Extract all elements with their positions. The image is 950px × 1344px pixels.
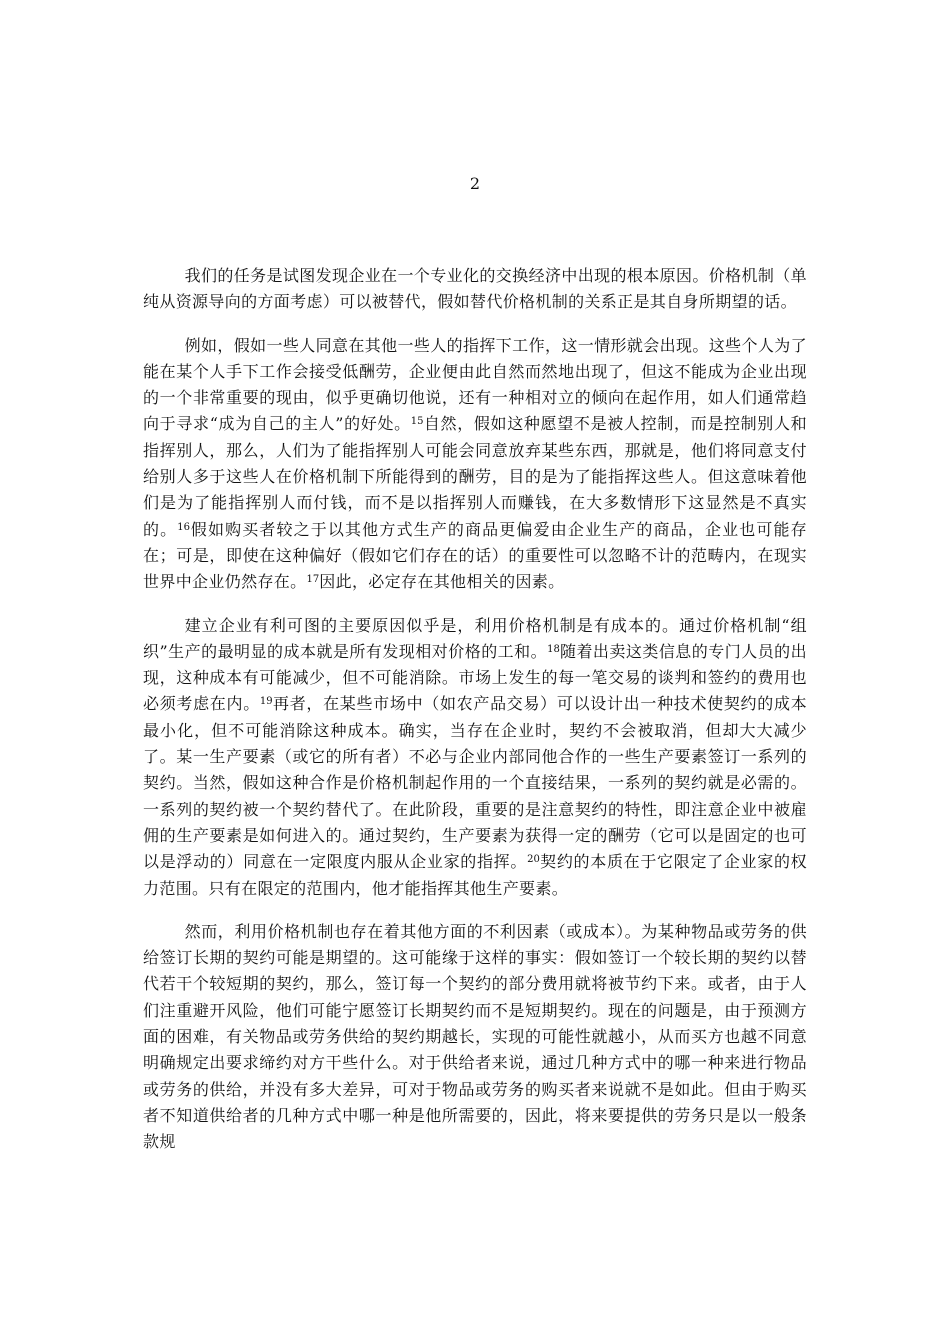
paragraph [143,333,807,596]
footnote-marker: 18 [547,643,560,655]
paragraph-text: 建立企业有利可图的主要原因似乎是，利用价格机制是有成本的。通过价格机制“组织”生产的最明显的成本就是所有发现相对价格的工和。 [143,615,807,661]
paragraph [143,263,807,316]
footnote-marker: 16 [177,521,191,533]
paragraph-text: 然而，利用价格机制也存在着其他方面的不利因素（或成本）。为某种物品或劳务的供给签订长期的契约可能是期望的。这可能缘于这样的事实：假如签订一个较长期的契约以替代若干个较短期的契约，那么，签订每一个契约的部分费用就将被节约下来。或者，由于人们注重避开风险，他们可能宁愿签订长期契约而不是短期契约。现在的问题是，由于预测方面的困难，有关物品或劳务供给的契约期越长，实现的可能性就越小，从而买方也越不同意明确规定出要求缔约对方干些什么。对于供给者来说，通过几种方式中的哪一种来进行物品或劳务的供给，并没有多大差异，可对于物品或劳务的购买者来说就不是如此。但由于购买者不知道供给者的几种方式中哪一种是他所需要的，因此，将来要提供的劳务只是以一般条款规 [143,921,807,1152]
paragraph-text: 假如购买者较之于以其他方式生产的商品更偏爱由企业生产的商品，企业也可能存在；可是，即使在这种偏好（假如它们存在的话）的重要性可以忽略不计的范畴内，在现实世界中企业仍然存在。 [143,519,807,592]
paragraph-text: 契约的本质在于它限定了企业家的权力范围。只有在限定的范围内，他才能指挥其他生产要素。 [143,852,807,898]
footnote-marker: 19 [259,696,273,708]
paragraph [143,613,807,902]
body-text [143,263,807,1156]
footnote-marker: 15 [410,416,424,428]
footnote-marker: 20 [527,854,540,866]
paragraph-text: 例如，假如一些人同意在其他一些人的指挥下工作，这一情形就会出现。这些个人为了能在某个人手下工作会接受低酬劳，企业便由此自然而然地出现了，但这不能成为企业出现的一个非常重要的现由，似乎更确切他说，还有一种相对立的倾向在起作用，如人们通常趋向于寻求“成为自己的主人”的好处。 [143,335,807,434]
paragraph-text: 自然，假如这种愿望不是被人控制，而是控制别人和指挥别人，那么，人们为了能指挥别人可能会同意放弃某些东西，那就是，他们将同意支付给别人多于这些人在价格机制下所能得到的酬劳，目的是为了能指挥这些人。但这意味着他们是为了能指挥别人而付钱，而不是以指挥别人而赚钱，在大多数情形下这显然是不真实的。 [143,414,807,539]
paragraph-text: 再者，在某些市场中（如农产品交易）可以设计出一种技术使契约的成本最小化，但不可能消除这种成本。确实，当存在企业时，契约不会被取消，但却大大减少了。某一生产要素（或它的所有者）不必与企业内部同他合作的一些生产要素签订一系列的契约。当然，假如这种合作是价格机制起作用的一个直接结果，一系列的契约就是必需的。一系列的契约被一个契约替代了。在此阶段，重要的是注意契约的特性，即注意企业中被雇佣的生产要素是如何进入的。通过契约，生产要素为获得一定的酬劳（它可以是固定的也可以是浮动的）同意在一定限度内服从企业家的指挥。 [143,694,808,872]
paragraph-text: 我们的任务是试图发现企业在一个专业化的交换经济中出现的根本原因。价格机制（单纯从资源导向的方面考虑）可以被替代，假如替代价格机制的关系正是其自身所期望的话。 [143,266,807,312]
footnote-marker: 17 [306,574,320,586]
paragraph-text: 随着出卖这类信息的专门人员的出现，这种成本有可能减少，但不可能消除。市场上发生的每一笔交易的谈判和签约的费用也必须考虑在内。 [143,641,807,714]
page-number: 2 [469,174,481,193]
paragraph [143,919,807,1156]
paragraph-text: 因此，必定存在其他相关的因素。 [319,572,565,592]
